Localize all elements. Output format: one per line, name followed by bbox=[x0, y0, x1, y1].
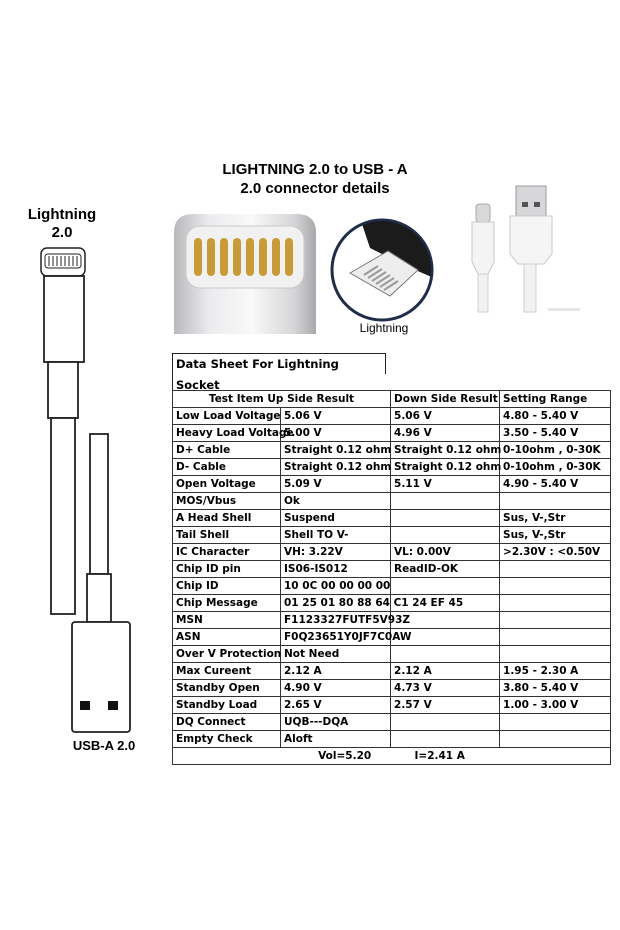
table-row bbox=[173, 612, 611, 629]
data-sheet bbox=[172, 353, 610, 765]
up-side-cell: 4.90 V bbox=[281, 680, 391, 697]
up-side-cell: Straight 0.12 ohm bbox=[281, 442, 391, 459]
test-item-cell: A Head Shell bbox=[173, 510, 281, 527]
setting-range-cell bbox=[500, 561, 611, 578]
table-row bbox=[173, 442, 611, 459]
test-item-cell: Chip Message bbox=[173, 595, 281, 612]
table-row bbox=[173, 544, 611, 561]
test-item-cell: D+ Cable bbox=[173, 442, 281, 459]
test-item-cell: Heavy Load Voltage bbox=[173, 425, 281, 442]
table-row bbox=[173, 459, 611, 476]
setting-range-cell: 3.80 - 5.40 V bbox=[500, 680, 611, 697]
test-item-cell: D- Cable bbox=[173, 459, 281, 476]
table-row bbox=[173, 561, 611, 578]
test-item-cell: Standby Load bbox=[173, 697, 281, 714]
table-row bbox=[173, 578, 611, 595]
table-row bbox=[173, 425, 611, 442]
test-item-cell: Low Load Voltage bbox=[173, 408, 281, 425]
up-side-cell: 01 25 01 80 88 64 C1 24 EF 45 bbox=[281, 595, 391, 612]
up-side-cell: 5.00 V bbox=[281, 425, 391, 442]
data-sheet-spacer bbox=[172, 374, 610, 390]
lightning-label-line-1: Lightning bbox=[27, 206, 97, 223]
up-side-cell: IS06-IS012 bbox=[281, 561, 391, 578]
up-side-cell: 5.09 V bbox=[281, 476, 391, 493]
up-side-cell: UQB---DQA bbox=[281, 714, 391, 731]
down-side-cell: 5.06 V bbox=[391, 408, 500, 425]
table-row bbox=[173, 476, 611, 493]
down-side-cell: VL: 0.00V bbox=[391, 544, 500, 561]
page-title bbox=[200, 160, 430, 198]
setting-range-cell: 4.90 - 5.40 V bbox=[500, 476, 611, 493]
table-row bbox=[173, 408, 611, 425]
down-side-cell bbox=[391, 646, 500, 663]
test-item-cell: MOS/Vbus bbox=[173, 493, 281, 510]
down-side-cell: 2.57 V bbox=[391, 697, 500, 714]
down-side-cell bbox=[391, 527, 500, 544]
down-side-cell bbox=[391, 493, 500, 510]
test-item-cell: IC Character bbox=[173, 544, 281, 561]
setting-range-cell: 4.80 - 5.40 V bbox=[500, 408, 611, 425]
table-row bbox=[173, 680, 611, 697]
test-item-cell: Chip ID pin bbox=[173, 561, 281, 578]
down-side-cell: Straight 0.12 ohm bbox=[391, 442, 500, 459]
data-sheet-title: Data Sheet For Lightning Socket bbox=[172, 353, 386, 374]
setting-range-cell: 0-10ohm , 0-30K bbox=[500, 459, 611, 476]
table-header-row bbox=[173, 391, 611, 408]
table-row bbox=[173, 493, 611, 510]
up-side-cell: F0Q23651Y0JF7C0AW bbox=[281, 629, 391, 646]
lightning-label-line-2: 2.0 bbox=[51, 224, 73, 241]
table-row bbox=[173, 714, 611, 731]
setting-range-cell bbox=[500, 493, 611, 510]
table-row bbox=[173, 697, 611, 714]
title-line-2: 2.0 connector details bbox=[240, 180, 390, 197]
test-item-cell: Open Voltage bbox=[173, 476, 281, 493]
table-row bbox=[173, 663, 611, 680]
up-side-cell: Shell TO V- bbox=[281, 527, 391, 544]
up-side-cell: Suspend bbox=[281, 510, 391, 527]
cable-line-drawing bbox=[20, 240, 150, 740]
up-side-cell: VH: 3.22V bbox=[281, 544, 391, 561]
test-item-cell: Tail Shell bbox=[173, 527, 281, 544]
setting-range-cell bbox=[500, 731, 611, 748]
down-side-cell bbox=[391, 510, 500, 527]
setting-range-cell: 3.50 - 5.40 V bbox=[500, 425, 611, 442]
data-sheet-table bbox=[172, 390, 611, 765]
lightning-caption: Lightning bbox=[359, 321, 409, 335]
table-row bbox=[173, 595, 611, 612]
down-side-cell: 4.96 V bbox=[391, 425, 500, 442]
up-side-cell: 10 0C 00 00 00 00 bbox=[281, 578, 391, 595]
table-row bbox=[173, 646, 611, 663]
footer-vol: Vol=5.20 bbox=[318, 750, 372, 762]
header-cell-down-side: Down Side Result bbox=[391, 391, 500, 408]
header-cell-up-side: Test Item Up Side Result bbox=[173, 391, 391, 408]
setting-range-cell bbox=[500, 629, 611, 646]
lightning-pins-image bbox=[172, 212, 318, 334]
down-side-cell: ReadID-OK bbox=[391, 561, 500, 578]
test-item-cell: Empty Check bbox=[173, 731, 281, 748]
setting-range-cell bbox=[500, 578, 611, 595]
down-side-cell bbox=[391, 714, 500, 731]
cable-product-image bbox=[462, 182, 582, 312]
test-item-cell: Chip ID bbox=[173, 578, 281, 595]
up-side-cell: Straight 0.12 ohm bbox=[281, 459, 391, 476]
down-side-cell: 2.12 A bbox=[391, 663, 500, 680]
test-item-cell: Standby Open bbox=[173, 680, 281, 697]
usb-label: USB-A 2.0 bbox=[72, 738, 136, 753]
table-footer-row bbox=[173, 748, 611, 765]
test-item-cell: DQ Connect bbox=[173, 714, 281, 731]
title-line-1: LIGHTNING 2.0 to USB - A bbox=[222, 161, 408, 178]
test-item-cell: ASN bbox=[173, 629, 281, 646]
setting-range-cell: Sus, V-,Str bbox=[500, 527, 611, 544]
table-row bbox=[173, 731, 611, 748]
setting-range-cell bbox=[500, 646, 611, 663]
test-item-cell: Max Cureent bbox=[173, 663, 281, 680]
up-side-cell: 2.12 A bbox=[281, 663, 391, 680]
setting-range-cell bbox=[500, 595, 611, 612]
up-side-cell: 2.65 V bbox=[281, 697, 391, 714]
setting-range-cell: 1.00 - 3.00 V bbox=[500, 697, 611, 714]
setting-range-cell bbox=[500, 714, 611, 731]
up-side-cell: F1123327FUTF5V93Z bbox=[281, 612, 391, 629]
footer-current: I=2.41 A bbox=[414, 750, 465, 762]
lightning-label bbox=[20, 206, 104, 242]
setting-range-cell bbox=[500, 612, 611, 629]
table-row bbox=[173, 527, 611, 544]
up-side-cell: 5.06 V bbox=[281, 408, 391, 425]
down-side-cell: 5.11 V bbox=[391, 476, 500, 493]
table-row bbox=[173, 510, 611, 527]
test-item-cell: Over V Protection bbox=[173, 646, 281, 663]
down-side-cell bbox=[391, 578, 500, 595]
table-row bbox=[173, 629, 611, 646]
up-side-cell: Ok bbox=[281, 493, 391, 510]
setting-range-cell: 1.95 - 2.30 A bbox=[500, 663, 611, 680]
up-side-cell: Not Need bbox=[281, 646, 391, 663]
setting-range-cell: >2.30V : <0.50V bbox=[500, 544, 611, 561]
setting-range-cell: 0-10ohm , 0-30K bbox=[500, 442, 611, 459]
down-side-cell bbox=[391, 731, 500, 748]
header-cell-setting-range: Setting Range bbox=[500, 391, 611, 408]
lightning-tip-image bbox=[330, 218, 434, 322]
setting-range-cell: Sus, V-,Str bbox=[500, 510, 611, 527]
up-side-cell: Aloft bbox=[281, 731, 391, 748]
footer-cell bbox=[173, 748, 611, 765]
down-side-cell: 4.73 V bbox=[391, 680, 500, 697]
down-side-cell: Straight 0.12 ohm bbox=[391, 459, 500, 476]
test-item-cell: MSN bbox=[173, 612, 281, 629]
